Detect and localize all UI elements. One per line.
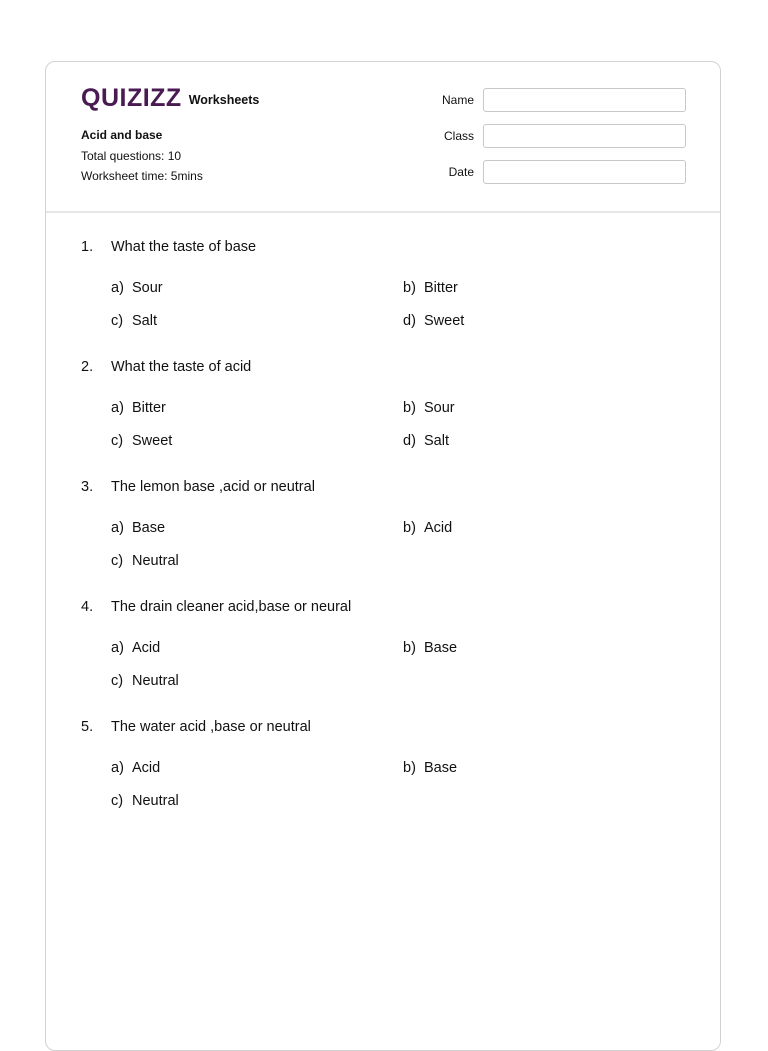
- option-text: Sweet: [132, 433, 173, 449]
- option-letter: b): [403, 640, 416, 656]
- question-text: The drain cleaner acid,base or neural: [111, 599, 352, 615]
- option-text: Salt: [132, 313, 157, 329]
- option-text: Bitter: [132, 400, 166, 416]
- option-text: Sour: [424, 400, 455, 416]
- question-5: [81, 717, 701, 811]
- answer-option: [403, 431, 603, 451]
- class-field[interactable]: [483, 124, 686, 148]
- option-letter: d): [403, 313, 416, 329]
- option-letter: c): [111, 313, 124, 329]
- question-number: 5.: [81, 719, 94, 735]
- answer-option: [111, 638, 403, 658]
- question-3: [81, 477, 701, 571]
- option-text: Sour: [132, 280, 163, 296]
- answer-option: [111, 278, 403, 298]
- question-number: 4.: [81, 599, 94, 615]
- answer-option: [403, 278, 603, 298]
- option-letter: b): [403, 760, 416, 776]
- date-label: Date: [448, 165, 474, 179]
- worksheet-title: Acid and base: [81, 128, 163, 142]
- option-letter: b): [403, 400, 416, 416]
- answer-option: [111, 791, 403, 811]
- total-questions: Total questions: 10: [81, 149, 182, 163]
- option-letter: a): [111, 760, 124, 776]
- question-number: 3.: [81, 479, 94, 495]
- answer-option: [111, 431, 403, 451]
- quizizz-logo: QUIZIZZ: [81, 84, 182, 112]
- worksheet-time: Worksheet time: 5mins: [81, 169, 203, 183]
- answer-options: [111, 758, 701, 811]
- worksheet-page: [45, 61, 721, 1051]
- answer-option: [111, 551, 403, 571]
- answer-option: [403, 398, 603, 418]
- class-label: Class: [443, 129, 474, 143]
- question-text: What the taste of acid: [111, 359, 252, 375]
- class-field-row: [414, 124, 686, 148]
- option-letter: a): [111, 280, 124, 296]
- answer-option: [111, 398, 403, 418]
- question-text: What the taste of base: [111, 239, 257, 255]
- answer-options: [111, 518, 701, 571]
- answer-option: [111, 518, 403, 538]
- option-letter: c): [111, 793, 124, 809]
- option-letter: d): [403, 433, 416, 449]
- option-letter: b): [403, 520, 416, 536]
- name-label: Name: [441, 93, 474, 107]
- option-text: Neutral: [132, 793, 179, 809]
- option-letter: c): [111, 553, 124, 569]
- date-field[interactable]: [483, 160, 686, 184]
- option-text: Acid: [132, 760, 161, 776]
- question-text: The lemon base ,acid or neutral: [111, 479, 315, 495]
- date-field-row: [414, 160, 686, 184]
- answer-option: [403, 518, 603, 538]
- option-text: Bitter: [424, 280, 458, 296]
- answer-option: [111, 758, 403, 778]
- option-letter: a): [111, 520, 124, 536]
- answer-option: [403, 758, 603, 778]
- answer-options: [111, 278, 701, 331]
- answer-option: [111, 311, 403, 331]
- option-letter: b): [403, 280, 416, 296]
- option-text: Base: [424, 760, 458, 776]
- option-letter: c): [111, 673, 124, 689]
- option-text: Sweet: [424, 313, 465, 329]
- question-4: [81, 597, 701, 691]
- option-letter: a): [111, 640, 124, 656]
- worksheet-header: [46, 62, 720, 213]
- option-text: Neutral: [132, 553, 179, 569]
- brand: [81, 86, 259, 111]
- answer-option: [111, 671, 403, 691]
- name-field-row: [414, 88, 686, 112]
- option-text: Base: [132, 520, 166, 536]
- answer-options: [111, 638, 701, 691]
- question-1: [81, 237, 701, 331]
- option-text: Neutral: [132, 673, 179, 689]
- option-text: Acid: [424, 520, 453, 536]
- option-text: Acid: [132, 640, 161, 656]
- option-letter: c): [111, 433, 124, 449]
- name-field[interactable]: [483, 88, 686, 112]
- logo-subtitle: Worksheets: [188, 92, 260, 107]
- option-text: Base: [424, 640, 458, 656]
- answer-options: [111, 398, 701, 451]
- answer-option: [403, 311, 603, 331]
- question-list: [81, 237, 701, 837]
- answer-option: [403, 638, 603, 658]
- option-letter: a): [111, 400, 124, 416]
- question-number: 1.: [81, 239, 94, 255]
- question-2: [81, 357, 701, 451]
- question-text: The water acid ,base or neutral: [111, 719, 311, 735]
- option-text: Salt: [424, 433, 449, 449]
- question-number: 2.: [81, 359, 94, 375]
